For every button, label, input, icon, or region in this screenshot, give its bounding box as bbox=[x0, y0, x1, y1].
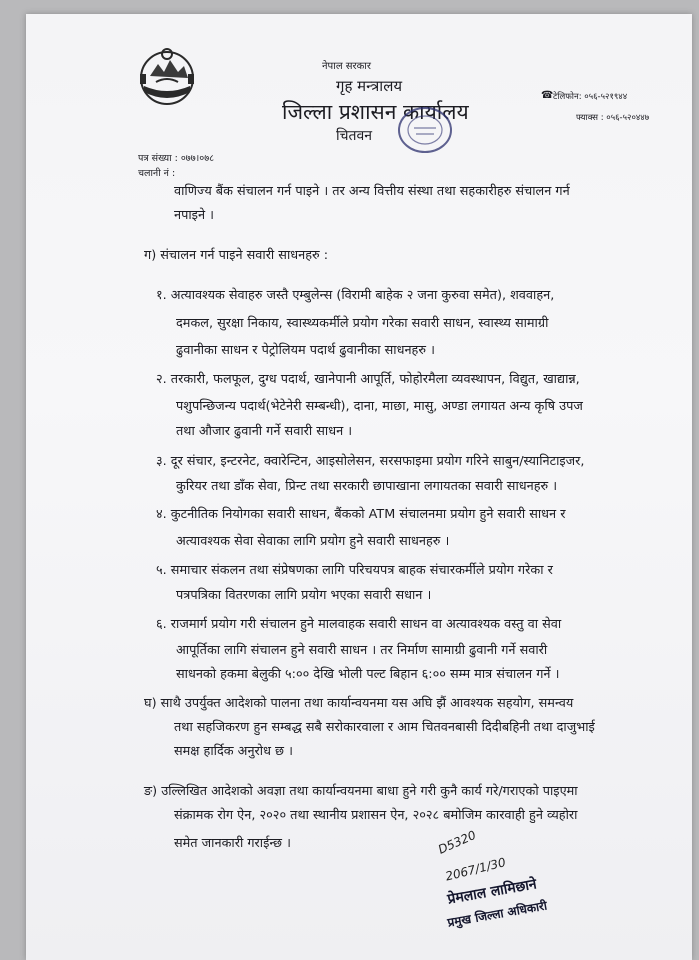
body-line: अत्यावश्यक सेवा सेवाका लागि प्रयोग हुने सवारी साधनहरु । bbox=[176, 534, 450, 549]
office-stamp-icon bbox=[396, 104, 454, 156]
body-line: ढुवानीका साधन र पेट्रोलियम पदार्थ ढुवानीका साधनहरु । bbox=[176, 343, 435, 358]
letter-number: पत्र संख्या : ०७७।०७८ bbox=[138, 153, 215, 164]
office-title: जिल्ला प्रशासन कार्यालय bbox=[282, 100, 469, 124]
body-line: साधनको हकमा बेलुकी ५:०० देखि भोली पल्ट बिहान ६:०० सम्म मात्र संचालन गर्ने । bbox=[176, 667, 560, 682]
signatory-title: प्रमुख जिल्ला अधिकारी bbox=[446, 898, 549, 930]
signatory-name: प्रेमलाल लामिछाने bbox=[446, 876, 538, 908]
body-line: तथा औजार ढुवानी गर्ने सवारी साधन । bbox=[176, 424, 353, 439]
signature-date: 2067/1/30 bbox=[444, 855, 508, 884]
list-item: ४. कुटनीतिक नियोगका सवारी साधन, बैंकको ATM संचालनमा प्रयोग हुने सवारी साधन र bbox=[156, 507, 566, 522]
district-label: चितवन bbox=[336, 128, 373, 144]
body-line: समेत जानकारी गराईन्छ । bbox=[174, 836, 291, 851]
body-line: वाणिज्य बैंक संचालन गर्न पाइने । तर अन्य वित्तीय संस्था तथा सहकारीहरु संचालन गर्न bbox=[174, 184, 570, 199]
ministry-label: गृह मन्त्रालय bbox=[336, 77, 403, 95]
paragraph-line: घ) साथै उपर्युक्त आदेशको पालना तथा कार्यान्वयनमा यस अघि झैं आवश्यक सहयोग, समन्वय bbox=[144, 696, 574, 711]
list-item: ६. राजमार्ग प्रयोग गरी संचालन हुने मालवाहक सवारी साधन वा अत्यावश्यक वस्तु वा सेवा bbox=[156, 617, 562, 632]
body-line: दमकल, सुरक्षा निकाय, स्वास्थ्यकर्मीले प्रयोग गरेका सवारी साधन, स्वास्थ्य सामाग्री bbox=[176, 316, 549, 331]
list-item: ३. दूर संचार, इन्टरनेट, क्वारेन्टिन, आइसोलेसन, सरसफाइमा प्रयोग गरिने साबुन/स्यानिटाइजर, bbox=[156, 454, 585, 469]
phone-number: टेलिफोन: ०५६-५२१९४४ bbox=[553, 92, 628, 102]
body-line: आपूर्तिका लागि संचालन हुने सवारी साधन । तर निर्माण सामाग्री ढुवानी गर्ने सवारी bbox=[176, 643, 548, 658]
telephone-icon: ☎ bbox=[541, 90, 554, 101]
body-line: समक्ष हार्दिक अनुरोध छ । bbox=[174, 744, 293, 759]
body-line: कुरियर तथा डाँक सेवा, प्रिन्ट तथा सरकारी छापाखाना लगायतका सवारी साधनहरु । bbox=[176, 479, 558, 494]
dispatch-number: चलानी नं : bbox=[138, 168, 176, 179]
body-line: संक्रामक रोग ऐन, २०२० तथा स्थानीय प्रशासन ऐन, २०२८ बमोजिम कारवाही हुने व्यहोरा bbox=[174, 808, 578, 823]
signature-scribble: D5320 bbox=[436, 827, 479, 857]
government-label: नेपाल सरकार bbox=[322, 61, 371, 72]
body-line: पशुपन्छिजन्य पदार्थ(भेटेनेरी सम्बन्धी), दाना, माछा, मासु, अण्डा लगायत अन्य कृषि उपज bbox=[176, 399, 583, 414]
section-heading: ग) संचालन गर्न पाइने सवारी साधनहरु : bbox=[144, 248, 329, 263]
list-item: ५. समाचार संकलन तथा संप्रेषणका लागि परिचयपत्र बाहक संचारकर्मीले प्रयोग गरेका र bbox=[156, 563, 553, 578]
nepal-emblem-icon bbox=[136, 46, 198, 106]
body-line: नपाइने । bbox=[174, 208, 214, 223]
list-item: २. तरकारी, फलफूल, दुग्ध पदार्थ, खानेपानी आपूर्ति, फोहोरमैला व्यवस्थापन, विद्युत, खाद्यान्न, bbox=[156, 372, 580, 387]
body-line: तथा सहजिकरण हुन सम्बद्ध सबै सरोकारवाला र आम चितवनबासी दिदीबहिनी तथा दाजुभाई bbox=[174, 720, 595, 735]
fax-number: फ्याक्स : ०५६-५२०४४७ bbox=[576, 113, 650, 123]
list-item: १. अत्यावश्यक सेवाहरु जस्तै एम्बुलेन्स (विरामी बाहेक २ जना कुरुवा समेत), शववाहन, bbox=[156, 288, 555, 303]
paragraph-line: ङ) उल्लिखित आदेशको अवज्ञा तथा कार्यान्वयनमा बाधा हुने गरी कुनै कार्य गरे/गराएको पाइएमा bbox=[144, 784, 578, 799]
signature-block bbox=[418, 827, 608, 944]
body-line: पत्रपत्रिका वितरणका लागि प्रयोग भएका सवारी सधान । bbox=[176, 588, 432, 603]
